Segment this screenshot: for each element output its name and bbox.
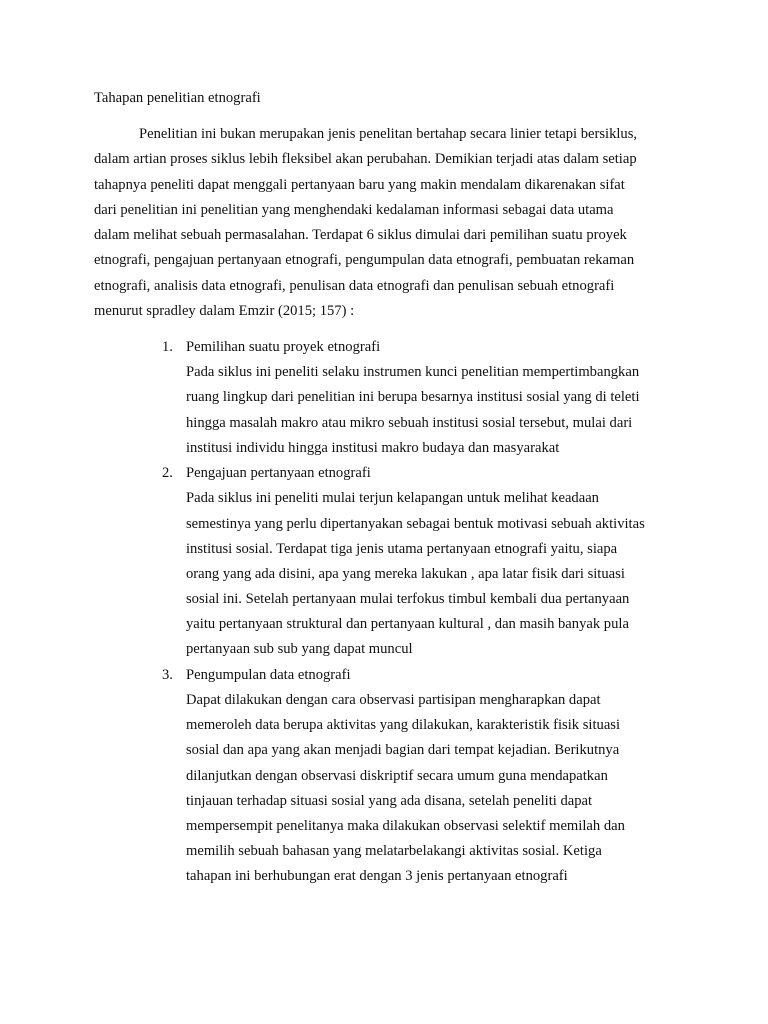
list-item-line: mempersempit penelitanya maka dilakukan observasi selektif memilah dan (186, 817, 625, 834)
intro-line: Penelitian ini bukan merupakan jenis penelitan bertahap secara linier tetapi bersiklus, (139, 126, 638, 142)
list-item-number: 1. (162, 339, 173, 355)
intro-line: tahapnya peneliti dapat menggali pertanyaan baru yang makin mendalam dikarenakan sifat (94, 176, 625, 193)
intro-line: menurut spradley dalam Emzir (2015; 157) : (94, 303, 355, 320)
list-item-heading (162, 461, 682, 486)
list-item-title: Pemilihan suatu proyek etnografi (186, 339, 381, 355)
list-item-line: institusi sosial. Terdapat tiga jenis utama pertanyaan etnografi yaitu, siapa (186, 540, 618, 557)
intro-line: dalam artian proses siklus lebih fleksibel akan perubahan. Demikian terjadi atas dalam setiap (94, 151, 637, 168)
list-item-heading (162, 663, 682, 688)
list-item-line: dilanjutkan dengan observasi diskriptif secara umum guna mendapatkan (186, 767, 608, 784)
list-item-line: Dapat dilakukan dengan cara observasi partisipan mengharapkan dapat (186, 691, 601, 708)
list-item-line: sosial dan apa yang akan menjadi bagian dari tempat kejadian. Berikutnya (186, 742, 620, 759)
list-item (162, 335, 682, 461)
list-item-line: orang yang ada disini, apa yang mereka lakukan , apa latar fisik dari situasi (186, 565, 625, 582)
numbered-list (162, 335, 682, 889)
list-item-line: semestinya yang perlu dipertanyakan sebagai bentuk motivasi sebuah aktivitas (186, 515, 645, 532)
list-item-line: yaitu pertanyaan struktural dan pertanyaan kultural , dan masih banyak pula (186, 616, 629, 633)
intro-paragraph (94, 122, 694, 324)
list-item-number: 2. (162, 465, 173, 482)
list-item-body (162, 360, 682, 461)
list-item (162, 461, 682, 663)
list-item-title: Pengumpulan data etnografi (186, 666, 351, 683)
list-item-title: Pengajuan pertanyaan etnografi (186, 465, 371, 482)
list-item-line: institusi individu hingga institusi makro budaya dan masyarakat (186, 439, 560, 456)
list-item-number: 3. (162, 666, 173, 683)
list-item-line: tahapan ini berhubungan erat dengan 3 jenis pertanyaan etnografi (186, 868, 568, 885)
intro-line: etnografi, analisis data etnografi, penulisan data etnografi dan penulisan sebuah etnografi (94, 277, 615, 294)
intro-line: dari penelitian ini penelitian yang menghendaki kedalaman informasi sebagai data utama (94, 201, 614, 218)
list-item-line: Pada siklus ini peneliti selaku instrumen kunci penelitian mempertimbangkan (186, 364, 640, 381)
list-item (162, 663, 682, 890)
intro-line: dalam melihat sebuah permasalahan. Terdapat 6 siklus dimulai dari pemilihan suatu proyek (94, 227, 627, 244)
list-item-body (162, 486, 682, 662)
list-item-line: Pada siklus ini peneliti mulai terjun kelapangan untuk melihat keadaan (186, 490, 599, 507)
document-title: Tahapan penelitian etnografi (94, 90, 261, 106)
list-item-heading (162, 335, 682, 360)
list-item-line: memilih sebuah bahasan yang melatarbelakangi aktivitas sosial. Ketiga (186, 843, 602, 860)
list-item-line: hingga masalah makro atau mikro sebuah institusi sosial tersebut, mulai dari (186, 414, 633, 431)
list-item-line: tinjauan terhadap situasi sosial yang ada disana, setelah peneliti dapat (186, 792, 593, 809)
list-item-line: ruang lingkup dari penelitian ini berupa besarnya institusi sosial yang di teleti (186, 389, 640, 406)
list-item-body (162, 688, 682, 890)
list-item-line: pertanyaan sub sub yang dapat muncul (186, 641, 413, 658)
list-item-line: sosial ini. Setelah pertanyaan mulai terfokus timbul kembali dua pertanyaan (186, 591, 630, 608)
intro-line: etnografi, pengajuan pertanyaan etnografi, pengumpulan data etnografi, pembuatan rekaman (94, 252, 635, 269)
list-item-line: memeroleh data berupa aktivitas yang dilakukan, karakteristik fisik situasi (186, 717, 621, 734)
